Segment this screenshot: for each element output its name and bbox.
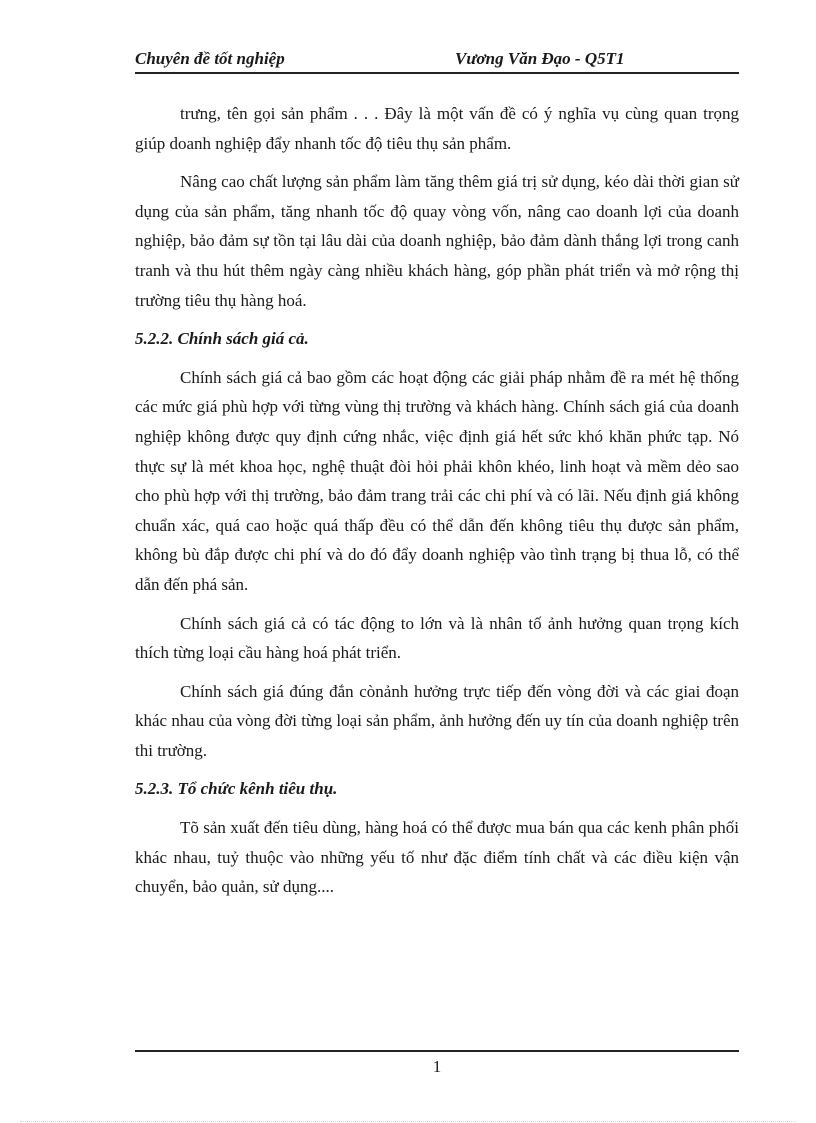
footer-divider: [135, 1050, 739, 1052]
section-heading-price-policy: 5.2.2. Chính sách giá cả.: [135, 329, 309, 349]
header-author: Vương Văn Đạo - Q5T1: [455, 49, 625, 68]
document-body: [135, 99, 739, 911]
page-number: 1: [432, 1057, 442, 1076]
paragraph-6: Tõ sản xuất đến tiêu dùng, hàng hoá có thể được mua bán qua các kenh phân phối khác nhau, tuỷ thuộc vào những yếu tố như đặc điểm tính chất và các điều kiện vận chuyển, bảo quản, sử dụng....: [135, 818, 739, 897]
paragraph-2: Nâng cao chất lượng sản phẩm làm tăng thêm giá trị sử dụng, kéo dài thời gian sử dụng của sản phẩm, tăng nhanh tốc độ quay vòng vốn, nâng cao doanh lợi của doanh nghiệp, bảo đảm sự tồn tại lâu dài của doanh nghiệp, bảo đảm dành thắng lợi trong canh tranh và thu hút thêm ngày càng nhiều khách hàng, góp phần phát triển và mở rộng thị trường tiêu thụ hàng hoá.: [135, 172, 739, 310]
header-document-type: Chuyên đề tốt nghiệp: [135, 49, 285, 68]
page-edge-divider: [20, 1121, 796, 1122]
paragraph-5: Chính sách giá đúng đắn cònảnh hưởng trực tiếp đến vòng đời và các giai đoạn khác nhau của vòng đời từng loại sản phẩm, ảnh hưởng đến uy tín của doanh nghiệp trên thi trường.: [135, 681, 739, 760]
paragraph-4: Chính sách giá cả có tác động to lớn và là nhân tố ảnh hưởng quan trọng kích thích từng loại cầu hàng hoá phát triển.: [135, 613, 739, 663]
paragraph-1: trưng, tên gọi sản phẩm . . . Đây là một vấn đề có ý nghĩa vụ cùng quan trọng giúp doanh nghiệp đẩy nhanh tốc độ tiêu thụ sản phẩm.: [135, 104, 739, 153]
page-header: [135, 46, 739, 74]
section-heading-distribution-channels: 5.2.3. Tổ chức kênh tiêu thụ.: [135, 779, 338, 799]
paragraph-3: Chính sách giá cả bao gồm các hoạt động các giải pháp nhằm đề ra mét hệ thống các mức giá phù hợp với từng vùng thị trường và khách hàng. Chính sách giá của doanh nghiệp không được quy định cứng nhắc, việc định giá hết sức khó khăn phức tạp. Nó thực sự là mét khoa học, nghệ thuật đòi hỏi phải khôn khéo, linh hoạt và mềm dẻo sao cho phù hợp với thị trường, bảo đảm trang trải các chi phí và có lãi. Nếu định giá không chuẩn xác, quá cao hoặc quá thấp đều có thể dẫn đến không tiêu thụ được sản phẩm, không bù đắp được chi phí và do đó đẩy doanh nghiệp vào tình trạng bị thua lỗ, có thể dẫn đến phá sản.: [135, 367, 739, 594]
